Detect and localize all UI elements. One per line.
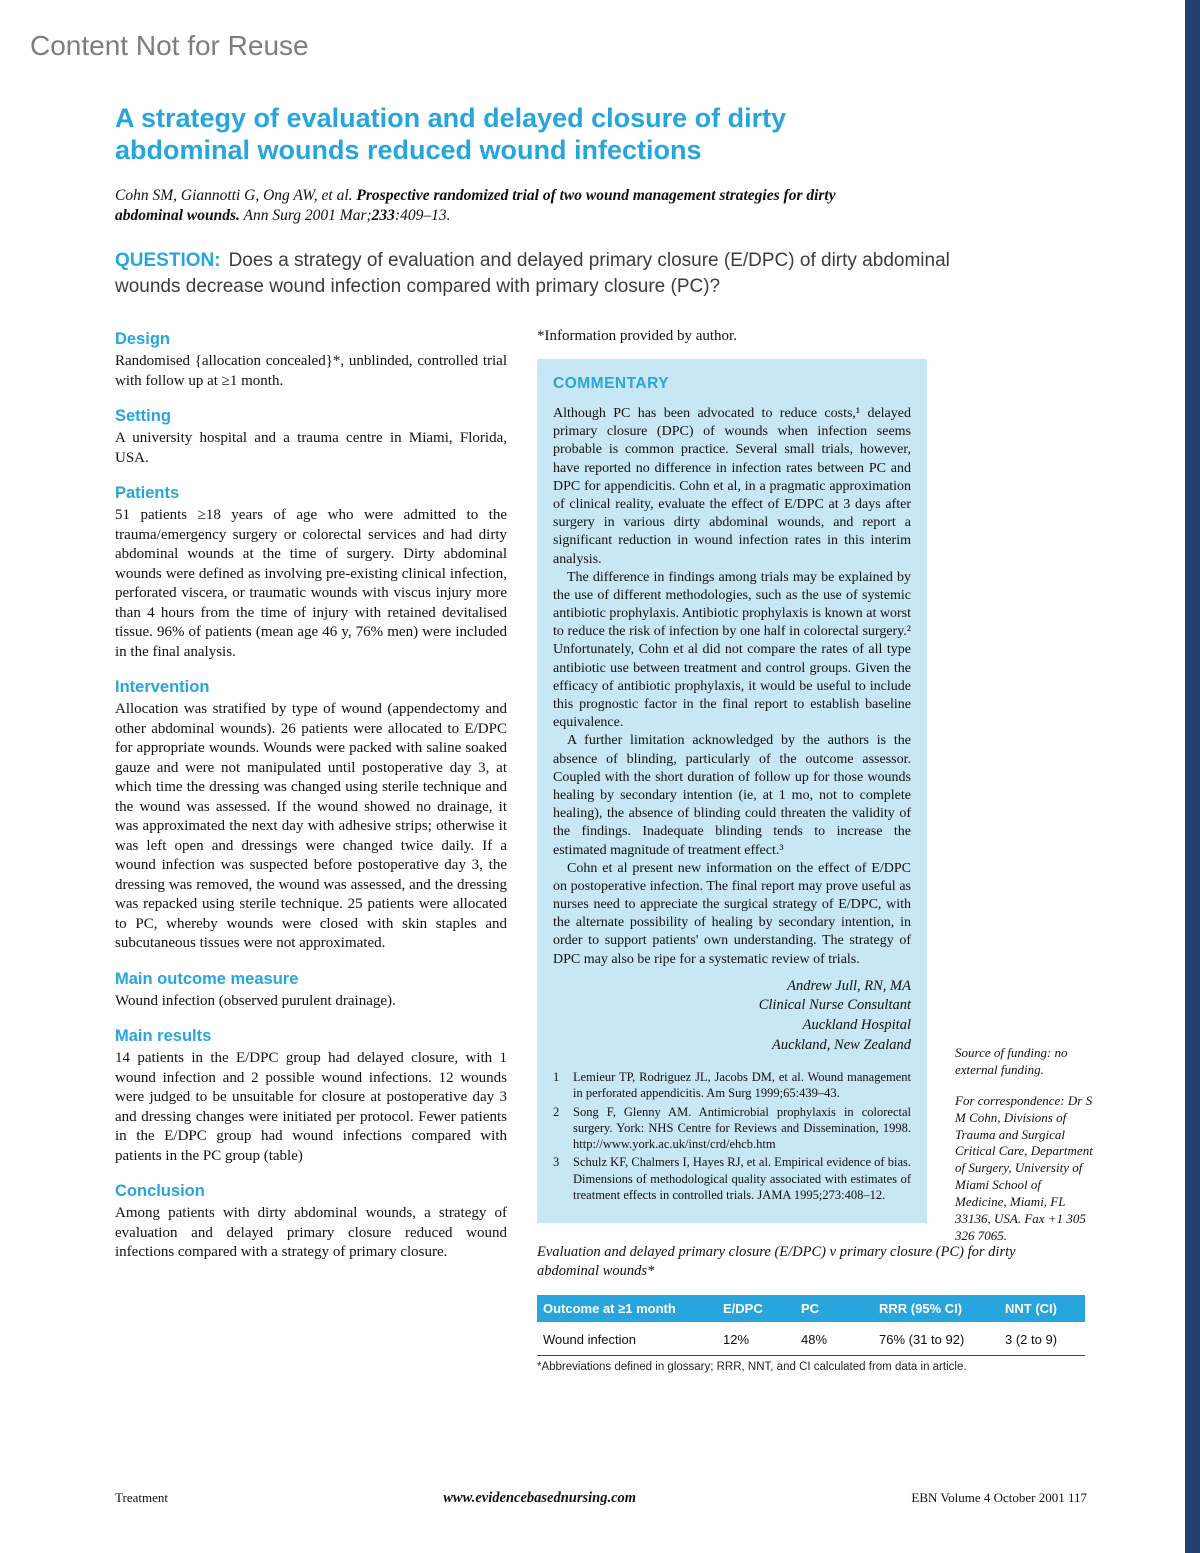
main-results-section	[115, 1027, 507, 1166]
section-body: A university hospital and a trauma centre in Miami, Florida, USA.	[115, 430, 507, 466]
commentary-paragraph: Cohn et al present new information on the effect of E/DPC on postoperative infection. The final report may prove useful as nurses need to appreciate the surgical strategy of E/DPC, with the alternate possibility of healing by secondary intention, in order to support patients' own understanding. The strategy of DPC may also be ripe for a systematic review of trials.	[553, 860, 911, 967]
abstract-column	[115, 330, 507, 1279]
footer-section-label: Treatment	[115, 1490, 168, 1505]
commentary-heading: COMMENTARY	[553, 375, 670, 392]
section-heading: Conclusion	[115, 1182, 205, 1200]
section-heading: Main outcome measure	[115, 969, 299, 988]
reference-text: Lemieur TP, Rodriguez JL, Jacobs DM, et al. Wound management in perforated appendicitis. Am Surg 1999;65:439–43.	[573, 1070, 911, 1101]
reference-list	[553, 1069, 911, 1203]
design-section	[115, 330, 507, 391]
footer-volume-info: EBN Volume 4 October 2001 117	[911, 1490, 1087, 1505]
citation-article-title: Prospective randomized trial of two wound management strategies for dirty abdominal wounds.	[115, 187, 836, 225]
patients-section	[115, 484, 507, 662]
table-header-cell: NNT (CI)	[999, 1295, 1085, 1322]
section-body: 14 patients in the E/DPC group had delayed closure, with 1 wound infection and 2 possible wound infections. 12 wounds were judged to be unsuitable for closure at postoperative day 3 and dressing changes were initiated per protocol. Fewer patients in the E/DPC group had wound infections compared with patients in the PC group (table)	[115, 1050, 507, 1164]
table-header-cell: Outcome at ≥1 month	[537, 1295, 717, 1322]
page-edge-bar	[1185, 0, 1200, 1553]
section-heading: Design	[115, 330, 171, 348]
reference-item	[553, 1154, 911, 1203]
section-body: Among patients with dirty abdominal wounds, a strategy of evaluation and delayed primary closure reduced wound infections compared with a strategy of primary closure.	[115, 1205, 507, 1260]
table-cell: 48%	[795, 1322, 873, 1356]
table-header-cell: PC	[795, 1295, 873, 1322]
table-header-row	[537, 1295, 1085, 1322]
info-note: *Information provided by author.	[537, 328, 737, 344]
commentary-paragraph: The difference in findings among trials may be explained by the use of different methodologies, such as the use of systemic antibiotic prophylaxis. Antibiotic prophylaxis is known at worst to reduce the risk of infection by one half in colorectal surgery.² Unfortunately, Cohn et al did not compare the rates of all type antibiotic use between treatment and control groups. Given the efficacy of antibiotic prophylaxis, it would be useful to include this prognostic factor in the final report to establish baseline equivalence.	[553, 569, 911, 731]
reference-number: 2	[553, 1104, 560, 1119]
section-heading: Setting	[115, 407, 171, 425]
table-footnote: *Abbreviations defined in glossary; RRR, NNT, and CI calculated from data in article.	[537, 1360, 967, 1373]
section-body: 51 patients ≥18 years of age who were admitted to the trauma/emergency surgery or colorectal services and had dirty abdominal wounds at the time of surgery. Dirty abdominal wounds were defined as involving pre-existing clinical infection, perforated viscera, or traumatic wounds with viscus injury more than 4 hours from the time of injury with retained devitalised tissue. 96% of patients (mean age 46 y, 76% men) were included in the final analysis.	[115, 507, 507, 660]
reference-item	[553, 1069, 911, 1102]
signature-city: Auckland, New Zealand	[772, 1036, 911, 1053]
table-cell: 3 (2 to 9)	[999, 1322, 1085, 1356]
main-outcome-section	[115, 970, 507, 1012]
sidebar-funding: Source of funding: no external funding.	[955, 1045, 1068, 1077]
table-header-cell: RRR (95% CI)	[873, 1295, 999, 1322]
reference-text: Schulz KF, Chalmers I, Hayes RJ, et al. Empirical evidence of bias. Dimensions of methodological quality associated with estimates of treatment effects in controlled trials. JAMA 1995;273:408–12.	[573, 1155, 911, 1202]
section-heading: Intervention	[115, 678, 210, 696]
table-header-cell: E/DPC	[717, 1295, 795, 1322]
commentary-paragraph: A further limitation acknowledged by the authors is the absence of blinding, particularly of the outcome assessor. Coupled with the short duration of follow up for those wounds healing by secondary intention (ie, at 1 mo, not to complete healing), the absence of blinding could threaten the validity of the findings. Inadequate blinding tends to increase the estimated magnitude of treatment effect.³	[553, 733, 911, 858]
citation	[115, 186, 890, 226]
signature-hospital: Auckland Hospital	[802, 1016, 911, 1033]
citation-authors: Cohn SM, Giannotti G, Ong AW, et al.	[115, 187, 353, 204]
table-caption: Evaluation and delayed primary closure (E/DPC) v primary closure (PC) for dirty abdominal wounds*	[537, 1244, 1016, 1279]
conclusion-section	[115, 1182, 507, 1263]
sidebar-correspondence: For correspondence: Dr S M Cohn, Divisions of Trauma and Surgical Critical Care, Department of Surgery, University of Miami School of Medicine, Miami, FL 33136, USA. Fax +1 305 326 7065.	[955, 1092, 1093, 1243]
reference-item	[553, 1104, 911, 1153]
reference-number: 3	[553, 1155, 560, 1170]
section-body: Allocation was stratified by type of wound (appendectomy and other abdominal wounds). 26 patients were allocated to E/DPC for appropriate wounds. Wounds were packed with saline soaked gauze and were not manipulated until postoperative day 3, at which time the dressing was changed using sterile technique and the wound was assessed. If the wound showed no drainage, it was approximated the next day with adhesive strips; otherwise it was left open and dressings were changed twice daily. If a wound infection was suspected before postoperative day 3, the dressing was removed, the wound was assessed, and the dressing was repacked using sterile technique. 25 patients were allocated to PC, whereby wounds were closed with skin staples and subcutaneous tissues were not approximated.	[115, 701, 507, 951]
watermark: Content Not for Reuse	[30, 30, 309, 61]
table-cell: Wound infection	[537, 1322, 717, 1356]
footer-url: www.evidencebasednursing.com	[443, 1490, 637, 1506]
section-heading: Patients	[115, 484, 180, 502]
question-block	[115, 248, 950, 299]
question-label: QUESTION:	[115, 250, 221, 271]
section-body: Randomised {allocation concealed}*, unblinded, controlled trial with follow up at ≥1 month.	[115, 353, 507, 389]
sidebar	[955, 1045, 1095, 1259]
citation-volume: 233	[371, 207, 395, 225]
reference-text: Song F, Glenny AM. Antimicrobial prophylaxis in colorectal surgery. York: NHS Centre for Reviews and Dissemination, 1998. http://www.york.ac.uk/inst/crd/ehcb.htm	[573, 1104, 911, 1152]
page-footer	[115, 1490, 1087, 1507]
section-heading: Main results	[115, 1027, 212, 1045]
signature-name: Andrew Jull, RN, MA	[787, 977, 911, 994]
results-table	[537, 1295, 1085, 1356]
citation-journal: Ann Surg 2001 Mar;	[239, 207, 372, 225]
reference-number: 1	[553, 1070, 560, 1085]
question-text: Does a strategy of evaluation and delayed primary closure (E/DPC) of dirty abdominal wounds decrease wound infection compared with primary closure (PC)?	[115, 250, 950, 297]
table-cell: 12%	[717, 1322, 795, 1356]
intervention-section	[115, 678, 507, 954]
commentary-box	[537, 359, 927, 1223]
table-cell: 76% (31 to 92)	[873, 1322, 999, 1356]
setting-section	[115, 407, 507, 468]
page-title: A strategy of evaluation and delayed closure of dirty abdominal wounds reduced wound infections	[115, 103, 787, 165]
section-body: Wound infection (observed purulent drainage).	[115, 992, 396, 1009]
signature-role: Clinical Nurse Consultant	[758, 997, 911, 1014]
commentary-signature	[553, 977, 911, 1055]
table-row	[537, 1322, 1085, 1356]
commentary-paragraph: Although PC has been advocated to reduce costs,¹ delayed primary closure (DPC) of wounds when infection seems probable is common practice. Several small trials, however, have reported no difference in infection rates between PC and DPC for appendicitis. Cohn et al, in a pragmatic approximation of clinical reality, evaluate the effect of E/DPC at 3 days after surgery in various dirty abdominal wounds, and report a significant reduction in wound infection rates in this interim analysis.	[553, 406, 911, 567]
citation-pages: :409–13.	[394, 207, 451, 225]
